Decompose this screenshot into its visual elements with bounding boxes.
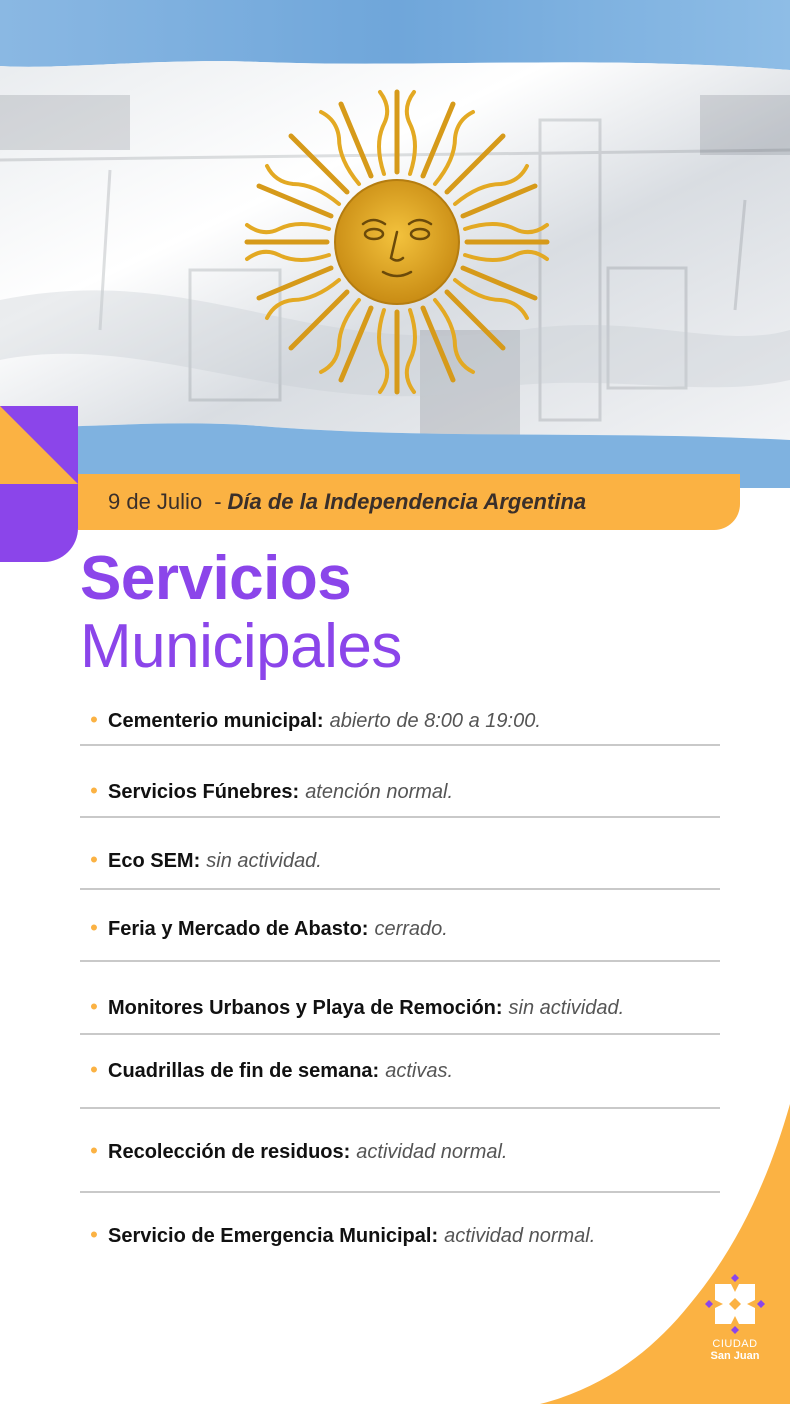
- bullet-icon: •: [90, 915, 98, 940]
- bullet-icon: •: [90, 847, 98, 872]
- service-status: actividad normal.: [444, 1225, 596, 1247]
- hero-flag-image: [0, 0, 790, 488]
- divider: [80, 960, 720, 962]
- service-status: sin actividad.: [206, 850, 322, 872]
- bullet-icon: •: [90, 994, 98, 1019]
- banner-date: 9 de Julio: [108, 489, 203, 514]
- logo-line-1: CIUDAD: [712, 1338, 758, 1350]
- bullet-icon: •: [90, 707, 98, 732]
- title-line-1: Servicios: [80, 544, 352, 613]
- list-item: [80, 994, 720, 1020]
- divider: [80, 1033, 720, 1035]
- title-line-2: Municipales: [80, 612, 402, 681]
- bullet-icon: •: [90, 1138, 98, 1163]
- bullet-icon: •: [90, 778, 98, 803]
- divider: [80, 888, 720, 890]
- service-status: cerrado.: [374, 918, 448, 940]
- page-title: [80, 544, 402, 681]
- service-status: atención normal.: [305, 781, 454, 803]
- service-status: actividad normal.: [356, 1141, 508, 1163]
- service-label: Monitores Urbanos y Playa de Remoción:: [108, 997, 503, 1019]
- list-item: [80, 707, 720, 733]
- list-item: [80, 847, 720, 873]
- service-label: Cementerio municipal:: [108, 710, 324, 732]
- service-label: Recolección de residuos:: [108, 1141, 351, 1163]
- corner-decoration: [0, 406, 78, 562]
- service-status: abierto de 8:00 a 19:00.: [329, 710, 541, 732]
- service-label: Feria y Mercado de Abasto:: [108, 918, 369, 940]
- service-label: Cuadrillas de fin de semana:: [108, 1060, 380, 1082]
- divider: [80, 744, 720, 746]
- banner-event: Día de la Independencia Argentina: [227, 489, 587, 514]
- service-status: activas.: [385, 1060, 454, 1082]
- service-label: Eco SEM:: [108, 850, 201, 872]
- ciudad-san-juan-logo-icon: [703, 1272, 767, 1336]
- service-status: sin actividad.: [508, 997, 625, 1019]
- service-label: Servicio de Emergencia Municipal:: [108, 1225, 439, 1247]
- bullet-icon: •: [90, 1222, 98, 1247]
- logo-line-2: San Juan: [710, 1350, 760, 1362]
- date-banner: [78, 474, 740, 530]
- list-item: [80, 778, 720, 804]
- divider: [80, 816, 720, 818]
- list-item: [80, 915, 720, 941]
- list-item: [80, 1057, 720, 1083]
- bullet-icon: •: [90, 1057, 98, 1082]
- sol-de-mayo-icon: [247, 92, 547, 392]
- service-label: Servicios Fúnebres:: [108, 781, 300, 803]
- ciudad-san-juan-logo: [700, 1272, 770, 1362]
- banner-separator: -: [214, 489, 222, 514]
